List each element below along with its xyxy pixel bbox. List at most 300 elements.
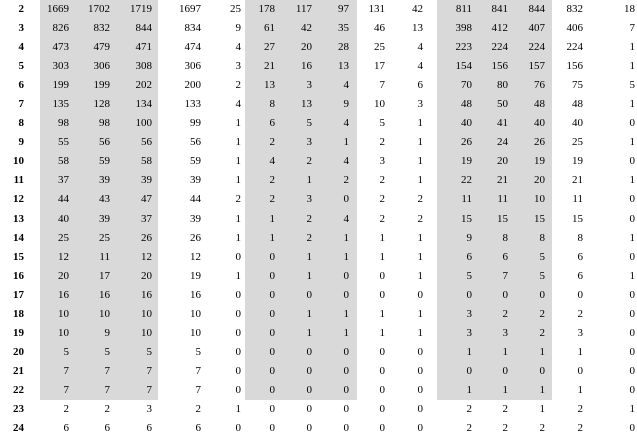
table-cell: 1	[466, 345, 472, 358]
table-row	[0, 286, 637, 305]
table-cell: 0	[629, 345, 635, 358]
table-cell: 1	[343, 136, 349, 149]
table-cell: 15	[534, 212, 545, 225]
table-cell: 0	[629, 117, 635, 130]
table-cell: 1	[417, 250, 423, 263]
row-label: 4	[18, 41, 24, 54]
table-cell: 0	[306, 383, 312, 396]
table-cell: 5	[379, 117, 385, 130]
table-cell: 39	[190, 212, 201, 225]
table-cell: 1	[502, 345, 508, 358]
table-cell: 6	[417, 79, 423, 92]
table-cell: 56	[141, 136, 152, 149]
row-label: 15	[13, 250, 24, 263]
table-cell: 0	[379, 364, 385, 377]
row-label: 16	[13, 269, 24, 282]
table-cell: 1	[502, 383, 508, 396]
table-cell: 6	[577, 250, 583, 263]
table-cell: 0	[269, 345, 275, 358]
table-row	[0, 267, 637, 286]
table-cell: 5	[306, 117, 312, 130]
table-cell: 1	[235, 212, 241, 225]
table-cell: 308	[135, 60, 152, 73]
table-cell: 0	[306, 422, 312, 435]
table-cell: 1	[417, 136, 423, 149]
table-cell: 0	[235, 364, 241, 377]
table-cell: 56	[190, 136, 201, 149]
table-cell: 3	[306, 79, 312, 92]
table-cell: 48	[534, 98, 545, 111]
table-cell: 1	[629, 60, 635, 73]
table-cell: 5	[195, 345, 201, 358]
table-cell: 9	[343, 98, 349, 111]
table-cell: 0	[539, 364, 545, 377]
table-cell: 10	[141, 326, 152, 339]
table-cell: 0	[379, 345, 385, 358]
row-label: 8	[18, 117, 24, 130]
table-row	[0, 19, 637, 38]
table-cell: 1	[306, 326, 312, 339]
table-cell: 6	[146, 422, 152, 435]
table-cell: 1	[629, 231, 635, 244]
table-cell: 0	[417, 422, 423, 435]
table-cell: 21	[264, 60, 275, 73]
table-cell: 223	[455, 41, 472, 54]
table-cell: 13	[264, 79, 275, 92]
table-cell: 17	[99, 269, 110, 282]
table-cell: 42	[412, 3, 423, 16]
table-cell: 0	[235, 422, 241, 435]
table-cell: 10	[58, 326, 69, 339]
table-cell: 0	[379, 269, 385, 282]
table-cell: 0	[379, 403, 385, 415]
table-cell: 2	[269, 193, 275, 206]
table-cell: 0	[343, 364, 349, 377]
row-label: 7	[18, 98, 24, 111]
table-cell: 4	[269, 155, 275, 168]
table-cell: 1	[417, 117, 423, 130]
table-cell: 6	[577, 269, 583, 282]
table-cell: 0	[629, 250, 635, 263]
table-cell: 44	[58, 193, 69, 206]
table-cell: 76	[534, 79, 545, 92]
table-cell: 844	[528, 3, 545, 16]
table-cell: 58	[58, 155, 69, 168]
table-cell: 7	[146, 383, 152, 396]
table-cell: 0	[379, 288, 385, 301]
table-cell: 844	[135, 22, 152, 35]
table-cell: 0	[577, 364, 583, 377]
table-cell: 13	[301, 98, 312, 111]
table-cell: 0	[417, 345, 423, 358]
table-row	[0, 0, 637, 19]
table-cell: 19	[572, 155, 583, 168]
table-cell: 1697	[179, 3, 201, 16]
table-cell: 832	[566, 3, 583, 16]
table-cell: 4	[343, 155, 349, 168]
table-cell: 99	[190, 117, 201, 130]
table-cell: 2	[577, 307, 583, 320]
row-label: 10	[13, 155, 24, 168]
table-cell: 1	[306, 250, 312, 263]
table-cell: 6	[104, 422, 110, 435]
table-cell: 841	[491, 3, 508, 16]
table-cell: 43	[99, 193, 110, 206]
table-cell: 0	[343, 383, 349, 396]
table-cell: 473	[52, 41, 69, 54]
table-cell: 0	[306, 364, 312, 377]
table-cell: 1	[417, 231, 423, 244]
table-cell: 1	[343, 250, 349, 263]
table-row	[0, 133, 637, 152]
table-cell: 20	[301, 41, 312, 54]
table-cell: 117	[295, 3, 312, 16]
table-cell: 25	[572, 136, 583, 149]
table-cell: 0	[269, 364, 275, 377]
table-cell: 16	[141, 288, 152, 301]
table-cell: 3	[146, 403, 152, 415]
table-cell: 40	[461, 117, 472, 130]
table-cell: 7	[502, 269, 508, 282]
table-cell: 12	[58, 250, 69, 263]
table-cell: 178	[258, 3, 275, 16]
table-row	[0, 343, 637, 362]
table-cell: 1	[235, 174, 241, 187]
table-row	[0, 419, 637, 438]
table-cell: 306	[93, 60, 110, 73]
table-cell: 0	[417, 364, 423, 377]
table-cell: 98	[99, 117, 110, 130]
table-cell: 1	[343, 307, 349, 320]
table-cell: 5	[539, 269, 545, 282]
table-cell: 5	[466, 269, 472, 282]
table-cell: 9	[235, 22, 241, 35]
table-cell: 0	[269, 288, 275, 301]
table-cell: 0	[629, 155, 635, 168]
table-cell: 10	[374, 98, 385, 111]
table-cell: 0	[235, 345, 241, 358]
table-cell: 61	[264, 22, 275, 35]
table-cell: 1	[539, 383, 545, 396]
table-cell: 826	[52, 22, 69, 35]
table-row	[0, 248, 637, 267]
table-cell: 6	[63, 422, 69, 435]
table-cell: 3	[417, 98, 423, 111]
table-cell: 16	[190, 288, 201, 301]
table-cell: 15	[572, 212, 583, 225]
table-row	[0, 324, 637, 343]
table-cell: 1	[417, 307, 423, 320]
table-cell: 1	[343, 231, 349, 244]
table-cell: 0	[629, 288, 635, 301]
table-cell: 2	[235, 193, 241, 206]
table-cell: 0	[269, 250, 275, 263]
table-cell: 2	[502, 422, 508, 435]
table-cell: 39	[99, 174, 110, 187]
table-cell: 25	[230, 3, 241, 16]
row-label: 22	[13, 383, 24, 396]
table-cell: 156	[491, 60, 508, 73]
row-label: 14	[13, 231, 24, 244]
table-cell: 41	[497, 117, 508, 130]
table-cell: 0	[539, 288, 545, 301]
table-cell: 5	[146, 345, 152, 358]
table-cell: 11	[497, 193, 508, 206]
table-cell: 4	[417, 60, 423, 73]
table-cell: 39	[99, 212, 110, 225]
table-cell: 7	[629, 22, 635, 35]
table-cell: 58	[141, 155, 152, 168]
table-cell: 98	[58, 117, 69, 130]
table-cell: 3	[502, 326, 508, 339]
table-cell: 39	[141, 174, 152, 187]
table-cell: 0	[466, 288, 472, 301]
row-label: 11	[13, 174, 24, 187]
table-cell: 1	[629, 98, 635, 111]
table-cell: 1	[306, 307, 312, 320]
table-cell: 2	[379, 174, 385, 187]
table-cell: 25	[374, 41, 385, 54]
table-cell: 2	[235, 79, 241, 92]
table-cell: 40	[572, 117, 583, 130]
table-cell: 202	[135, 79, 152, 92]
table-cell: 2	[379, 212, 385, 225]
table-cell: 1	[343, 326, 349, 339]
table-cell: 2	[306, 155, 312, 168]
table-cell: 0	[417, 383, 423, 396]
table-cell: 8	[539, 231, 545, 244]
row-label: 21	[13, 364, 24, 377]
table-cell: 3	[379, 155, 385, 168]
table-row	[0, 381, 637, 400]
table-cell: 47	[141, 193, 152, 206]
table-cell: 27	[264, 41, 275, 54]
table-cell: 407	[528, 22, 545, 35]
table-cell: 97	[338, 3, 349, 16]
table-cell: 70	[461, 79, 472, 92]
table-cell: 0	[343, 193, 349, 206]
table-cell: 0	[269, 403, 275, 415]
table-cell: 100	[135, 117, 152, 130]
table-cell: 131	[368, 3, 385, 16]
table-cell: 5	[629, 79, 635, 92]
row-label: 5	[18, 60, 24, 73]
table-cell: 2	[502, 307, 508, 320]
table-cell: 0	[466, 364, 472, 377]
table-cell: 10	[534, 193, 545, 206]
table-cell: 471	[135, 41, 152, 54]
row-label: 24	[13, 422, 24, 435]
table-cell: 2	[63, 403, 69, 415]
table-cell: 306	[184, 60, 201, 73]
table-row	[0, 171, 637, 190]
table-cell: 4	[343, 79, 349, 92]
table-cell: 0	[629, 326, 635, 339]
table-cell: 19	[534, 155, 545, 168]
table-cell: 1	[417, 326, 423, 339]
table-cell: 0	[629, 193, 635, 206]
table-cell: 1	[235, 231, 241, 244]
table-cell: 22	[461, 174, 472, 187]
table-row	[0, 400, 637, 419]
table-cell: 15	[497, 212, 508, 225]
table-cell: 5	[539, 250, 545, 263]
table-cell: 0	[379, 422, 385, 435]
table-cell: 2	[539, 326, 545, 339]
table-cell: 20	[534, 174, 545, 187]
table-cell: 1	[306, 174, 312, 187]
row-label: 6	[18, 79, 24, 92]
table-row	[0, 229, 637, 248]
table-cell: 479	[93, 41, 110, 54]
table-cell: 26	[461, 136, 472, 149]
table-cell: 2	[379, 193, 385, 206]
table-cell: 0	[502, 288, 508, 301]
table-row	[0, 57, 637, 76]
table-cell: 811	[455, 3, 472, 16]
table-cell: 1	[379, 250, 385, 263]
row-label: 19	[13, 326, 24, 339]
table-cell: 1719	[130, 3, 152, 16]
table-cell: 12	[190, 250, 201, 263]
table-cell: 0	[343, 288, 349, 301]
table-cell: 1	[235, 269, 241, 282]
table-cell: 1	[306, 269, 312, 282]
table-cell: 3	[306, 193, 312, 206]
table-cell: 0	[343, 403, 349, 415]
table-cell: 55	[58, 136, 69, 149]
table-cell: 26	[141, 231, 152, 244]
table-cell: 1	[539, 345, 545, 358]
table-cell: 0	[235, 383, 241, 396]
table-cell: 0	[629, 383, 635, 396]
table-cell: 16	[301, 60, 312, 73]
table-cell: 17	[374, 60, 385, 73]
table-cell: 834	[184, 22, 201, 35]
table-cell: 1	[629, 136, 635, 149]
table-cell: 0	[269, 269, 275, 282]
table-cell: 7	[63, 383, 69, 396]
table-cell: 2	[417, 212, 423, 225]
table-cell: 12	[141, 250, 152, 263]
table-cell: 7	[379, 79, 385, 92]
table-cell: 128	[93, 98, 110, 111]
table-cell: 13	[412, 22, 423, 35]
table-cell: 1702	[88, 3, 110, 16]
row-label: 9	[18, 136, 24, 149]
table-cell: 0	[306, 345, 312, 358]
row-label: 17	[13, 288, 24, 301]
row-label: 18	[13, 307, 24, 320]
table-row	[0, 152, 637, 171]
table-cell: 2	[466, 422, 472, 435]
table-cell: 39	[190, 174, 201, 187]
table-cell: 0	[269, 307, 275, 320]
table-cell: 2	[577, 422, 583, 435]
table-cell: 0	[306, 288, 312, 301]
table-cell: 5	[63, 345, 69, 358]
table-cell: 21	[572, 174, 583, 187]
table-cell: 19	[461, 155, 472, 168]
table-cell: 10	[190, 307, 201, 320]
table-cell: 10	[58, 307, 69, 320]
table-cell: 2	[306, 212, 312, 225]
table-cell: 412	[491, 22, 508, 35]
table-cell: 40	[58, 212, 69, 225]
table-cell: 6	[269, 117, 275, 130]
table-cell: 3	[235, 60, 241, 73]
table-cell: 2	[343, 174, 349, 187]
table-cell: 134	[135, 98, 152, 111]
table-cell: 200	[184, 79, 201, 92]
table-cell: 7	[104, 364, 110, 377]
table-cell: 303	[52, 60, 69, 73]
table-cell: 0	[629, 422, 635, 435]
table-cell: 2	[195, 403, 201, 415]
table-cell: 0	[629, 307, 635, 320]
table-cell: 1	[379, 326, 385, 339]
table-cell: 156	[566, 60, 583, 73]
table-cell: 10	[99, 307, 110, 320]
table-cell: 832	[93, 22, 110, 35]
table-row	[0, 305, 637, 324]
table-cell: 21	[497, 174, 508, 187]
table-cell: 1	[539, 403, 545, 415]
table-cell: 224	[566, 41, 583, 54]
table-cell: 0	[306, 403, 312, 415]
table-cell: 199	[93, 79, 110, 92]
table-cell: 1669	[47, 3, 69, 16]
table-cell: 1	[577, 383, 583, 396]
table-cell: 8	[577, 231, 583, 244]
table-cell: 26	[190, 231, 201, 244]
table-cell: 135	[52, 98, 69, 111]
table-cell: 0	[577, 288, 583, 301]
table-cell: 8	[269, 98, 275, 111]
table-cell: 28	[338, 41, 349, 54]
table-cell: 0	[269, 383, 275, 396]
table-cell: 133	[184, 98, 201, 111]
table-cell: 1	[235, 117, 241, 130]
table-row	[0, 114, 637, 133]
table-cell: 1	[417, 269, 423, 282]
table-cell: 1	[629, 269, 635, 282]
table-cell: 20	[497, 155, 508, 168]
table-cell: 48	[461, 98, 472, 111]
table-cell: 2	[269, 174, 275, 187]
table-cell: 11	[461, 193, 472, 206]
table-cell: 20	[58, 269, 69, 282]
table-cell: 224	[528, 41, 545, 54]
table-cell: 44	[190, 193, 201, 206]
table-cell: 1	[269, 231, 275, 244]
table-row	[0, 38, 637, 57]
table-cell: 15	[461, 212, 472, 225]
table-row	[0, 210, 637, 229]
table-cell: 2	[417, 193, 423, 206]
table-cell: 4	[343, 212, 349, 225]
row-label: 2	[18, 3, 24, 16]
table-cell: 16	[99, 288, 110, 301]
table-cell: 24	[497, 136, 508, 149]
table-cell: 26	[534, 136, 545, 149]
table-cell: 1	[235, 155, 241, 168]
table-cell: 10	[141, 307, 152, 320]
table-cell: 4	[343, 117, 349, 130]
table-cell: 6	[502, 250, 508, 263]
table-cell: 42	[301, 22, 312, 35]
table-cell: 0	[235, 250, 241, 263]
